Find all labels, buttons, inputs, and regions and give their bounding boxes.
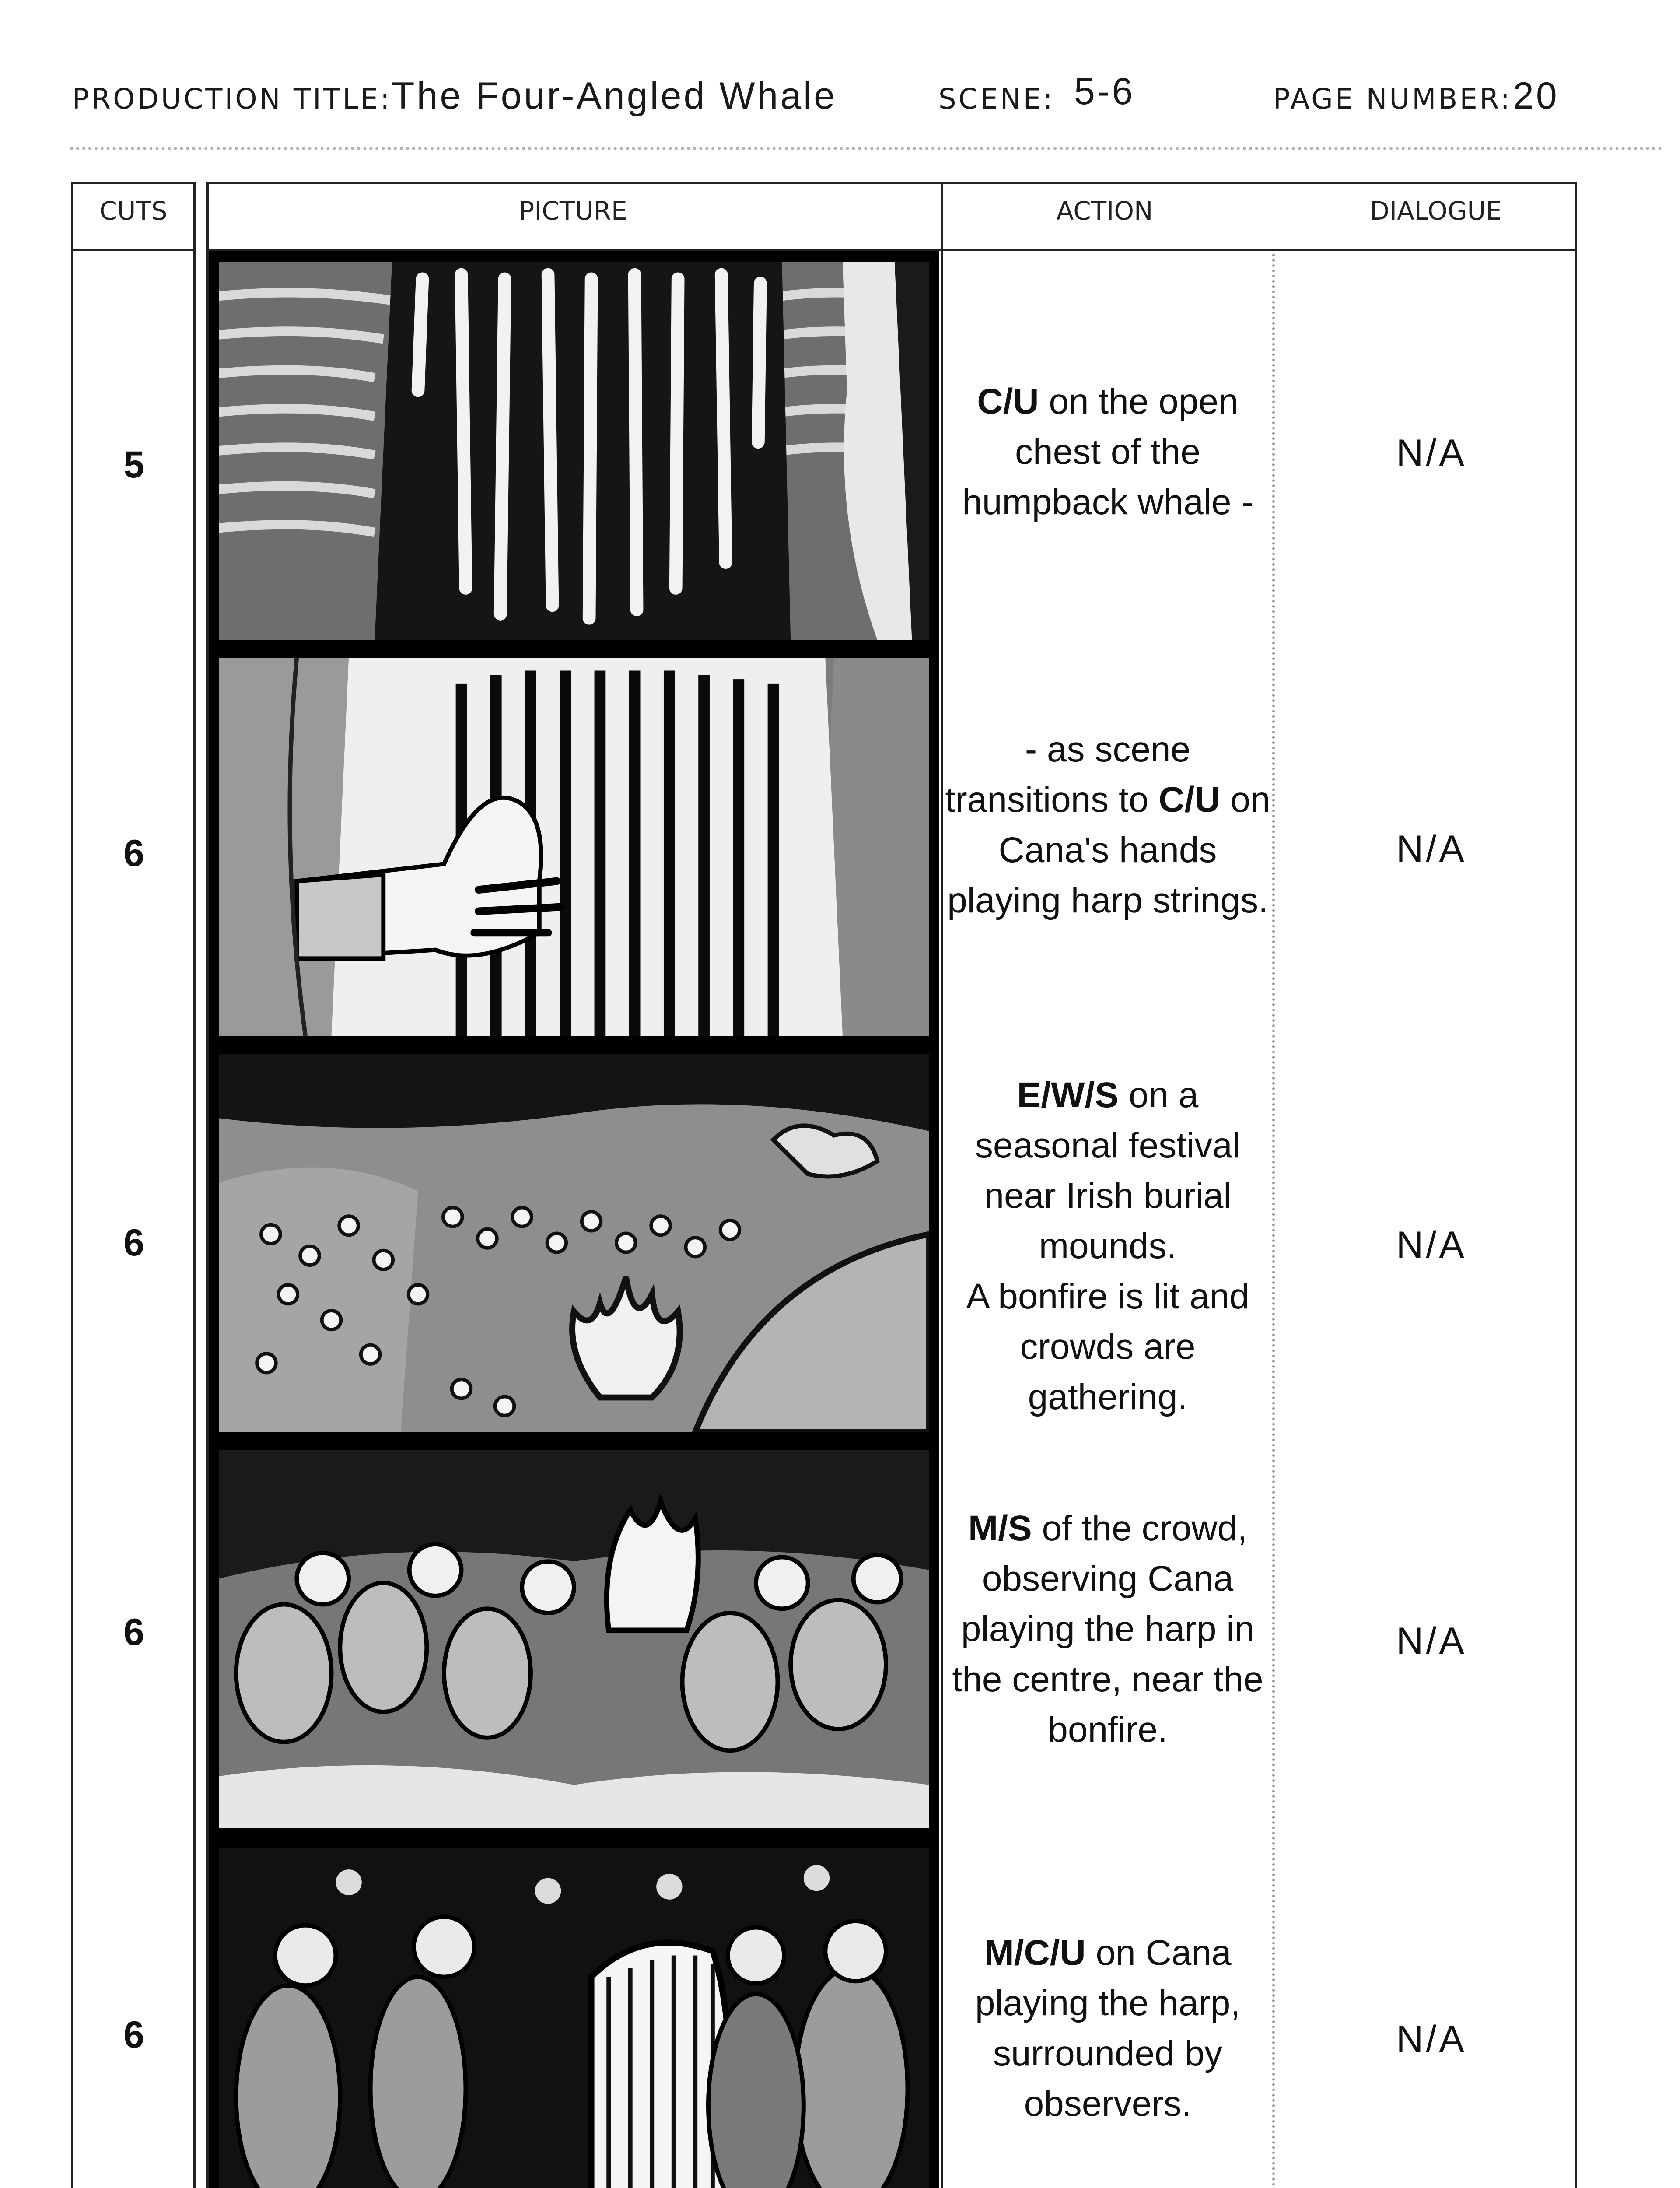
storyboard-panel-2 <box>215 654 933 1039</box>
action-row-4: M/S of the crowd, observing Cana playing the harp in the centre, near the bonfire. <box>952 1508 1264 1750</box>
cut-number-row-2: 6 <box>123 832 144 874</box>
page-number-label: PAGE NUMBER: <box>1273 83 1512 116</box>
production-title: The Four-Angled Whale <box>392 75 837 117</box>
cut-number-row-5: 6 <box>123 2014 144 2056</box>
dialogue-row-4: N/A <box>1396 1620 1467 1662</box>
crowd-illustration <box>219 1450 929 1828</box>
dialogue-row-3: N/A <box>1396 1224 1467 1266</box>
festival-bonfire-illustration <box>219 1054 929 1432</box>
cut-number-row-3: 6 <box>123 1222 144 1264</box>
storyboard-panel-4 <box>215 1446 933 1831</box>
cut-number-row-1: 5 <box>123 444 144 486</box>
action-row-3: E/W/S on a seasonal festival near Irish burial mounds. A bonfire is lit and crowds are gathering. <box>966 1075 1250 1417</box>
whale-chest-illustration <box>219 262 929 640</box>
page-number: 20 <box>1513 75 1559 117</box>
storyboard-panel-1 <box>215 258 933 643</box>
header-divider <box>70 147 1662 150</box>
dialogue-row-5: N/A <box>1396 2018 1467 2060</box>
storyboard-panel-5 <box>215 1844 933 2188</box>
action-header: ACTION <box>1056 196 1153 226</box>
dialogue-row-1: N/A <box>1396 432 1467 474</box>
cuts-header: CUTS <box>99 196 168 226</box>
dialogue-header: DIALOGUE <box>1370 196 1502 226</box>
action-row-1: C/U on the open chest of the humpback whale - <box>962 382 1253 522</box>
storyboard-panel-3 <box>215 1050 933 1435</box>
action-row-2: - as scene transitions to C/U on Cana's hands playing harp strings. <box>945 729 1270 920</box>
action-row-5: M/C/U on Cana playing the harp, surrounded by observers. <box>975 1933 1241 2124</box>
hands-on-harp-illustration <box>219 658 929 1036</box>
cana-harp-illustration <box>219 1848 929 2188</box>
scene-label: SCENE: <box>938 83 1055 116</box>
cut-number-row-4: 6 <box>123 1611 144 1653</box>
production-title-label: PRODUCTION TITLE: <box>72 83 392 116</box>
dialogue-row-2: N/A <box>1396 828 1467 870</box>
cuts-header-divider <box>71 249 196 251</box>
scene-number: 5-6 <box>1074 70 1135 112</box>
picture-header: PICTURE <box>519 196 627 226</box>
